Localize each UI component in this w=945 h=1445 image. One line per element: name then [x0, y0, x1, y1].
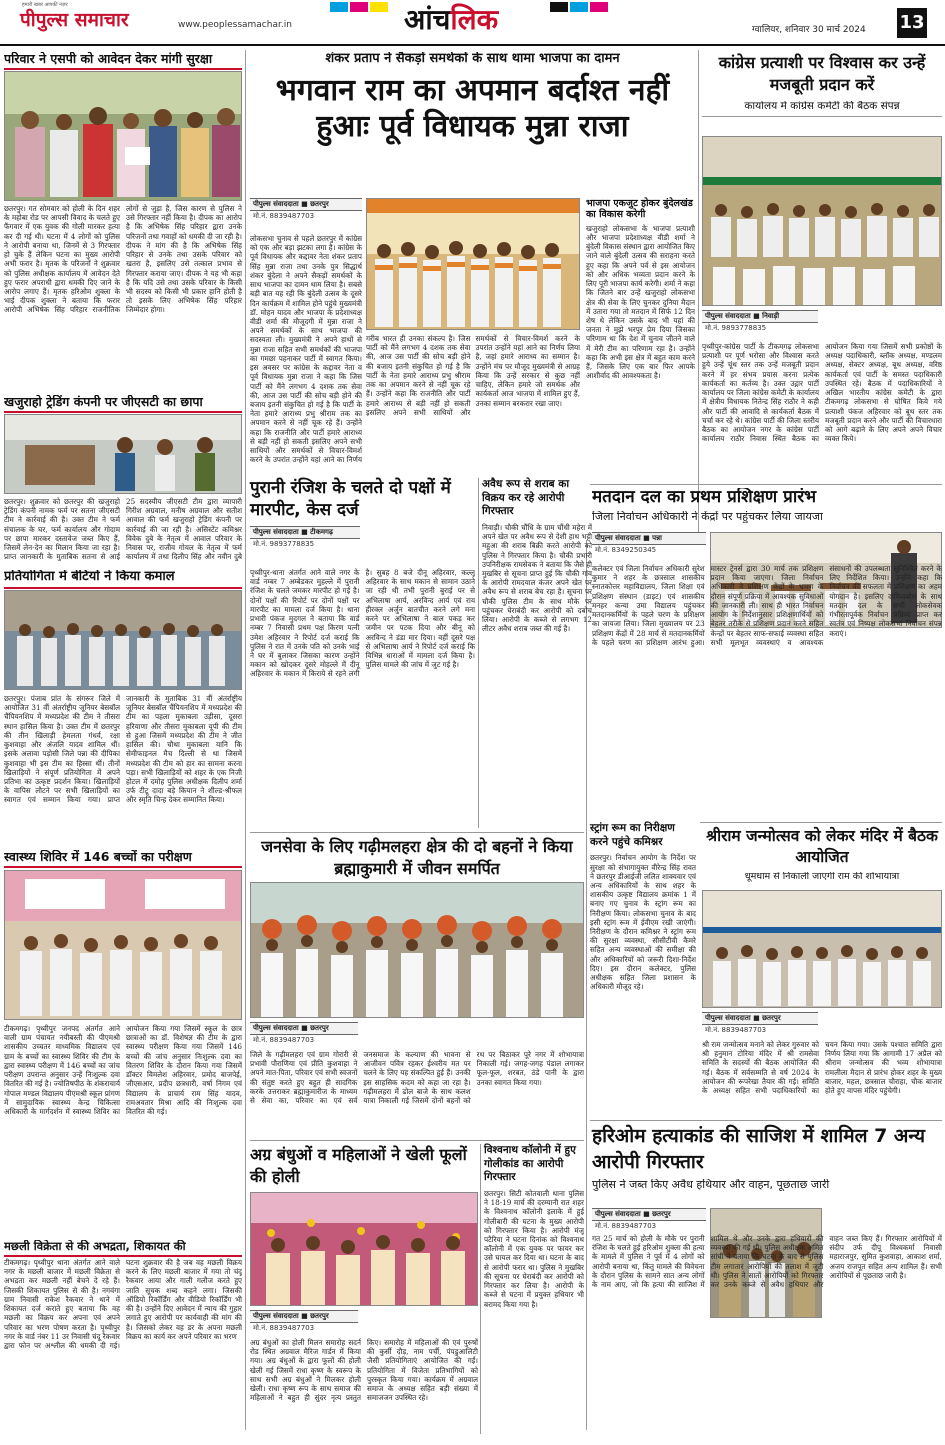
headline-hariom: हरिओम हत्याकांड की साजिश में शामिल 7 अन्य आरोपी गिरफ्तार: [592, 1125, 926, 1173]
headline-holi: अग्र बंधुओं व महिलाओं ने खेली फूलों की होली: [250, 1145, 467, 1186]
body-training: कलेक्टर एवं जिला निर्वाचन अधिकारी सुरेश कुमार ने शहर के छत्रसाल शासकीय स्नातकोत्तर महाविद्यालय, जिला शिक्षा एवं प्रशिक्षण संस्थान (डाइट) एवं शासकीय मनहर कन्या उमा विद्यालय पहुंचकर मतदानकर्मियों के पहले चरण के प्रशिक्षण का जायजा लिया। जिला मुख्यालय पर 23 प्रशिक्षण केंद्रों में 28 मार्च से मतदानकर्मियों के पहले चरण का प्रशिक्षण आरंभ हुआ। मास्टर ट्रेनर्स द्वारा 30 मार्च तक प्रशिक्षण प्रदान किया जाएगा। जिला निर्वाचन अधिकारी ने प्रशिक्षण केंद्रों के भ्रमण के दौरान संपूर्ण प्रक्रिया में आवश्यक सुविधाओं की जानकारी ली। साथ ही भारत निर्वाचन आयोग के निर्देशानुसार प्रशिक्षणार्थियों को बेहतर तरीके से प्रशिक्षण प्रदान करने सहित केन्द्रों पर बेहतर साफ-सफाई व्यवस्था सहित सभी मूलभूत व्यवस्थाएं व आवश्यक संसाधनों की उपलब्धता सुनिश्चित करने के लिए निर्देशित किया। उन्होंने कहा कि निर्वाचन की सफलता में प्रशिक्षण का अहम योगदान है। इसलिए दायित्वबोध के साथ मतदान दल के सभी लोकसेवक गंभीरतापूर्वक निर्वाचन प्रक्रिया प्राप्त कर स्वतंत्र एवं निष्पक्ष लोकसभा निर्वाचन संपन्न कराएं।: [592, 564, 942, 647]
column-rule: [480, 1144, 481, 1434]
headline-health: स्वास्थ्य शिविर में 146 बच्चों का परीक्षण: [4, 850, 242, 868]
byline-training: पीपुल्स संवाददाता ■ पन्ना: [592, 532, 706, 545]
photo-safety: [4, 71, 242, 201]
body-health: टीकमगढ़। पृथ्वीपुर जनपद अंतर्गत आने वाली ग्राम पंचायत नयीबस्ती की पीएमश्री शासकीय उच्चतर माध्यमिक विद्यालय एवं ग्राम के बच्चों का स्वास्थ्य शिविर की टीम के द्वारा स्वास्थ्य परीक्षण में 146 बच्चों का जांच परीक्षण उपरान्त अनुसार उन्हें निःशुल्क दवा वितरित की गई है। ज्योतिषपीठ के शंकराचार्य गोपाल मण्डल विद्यालय पीएमश्री स्कूल प्रांगण में सामुदायिक स्वास्थ्य केन्द्र चिकित्सा अधिकारी के मार्गदर्शन में स्वास्थ्य शिविर का आयोजन किया गया जिसमें स्कूल के छात्र छात्राओं का डॉ. विशेषज्ञ की टीम के द्वारा स्वास्थ्य परीक्षण किया गया जिसमें 146 बच्चों की जांच अनुसार निःशुल्क दवा का वितरण शिविर के दौरान किया गया जिसमें डॉक्टर विमलेश अहिरवार, प्रमोद बाजपेई, जीएसआर, प्रदीप छत्रधारी, वर्षा निगम एवं विद्यालय के प्राचार्य राम सिंह यादव, रामअवतार मिश्रा आदि की निःशुल्क दवा वितरित की गई।: [4, 1024, 242, 1116]
subhead-hariom: पुलिस ने जब्त किए अवैध हथियार और वाहन, पूछताछ जारी: [592, 1179, 830, 1192]
masthead: [0, 0, 945, 46]
headline-safety: परिवार ने एसपी को आवेदन देकर मांगी सुरक्षा: [4, 52, 242, 70]
body-congress: पृथ्वीपुर-कांग्रेस पार्टी के टीकमगढ़ लोकसभा प्रत्याशी पर पूर्ण भरोसा और विश्वास करते हुये उन्हें चूंथ स्तर तक उन्हें मजबूती प्रदान करने में हर संभव प्रयास करना प्रत्येक कार्यकर्ता का कर्तव्य है। उक्त उद्गार पार्टी कार्यालय पर जिला कांग्रेस कमेटी के कार्यालय में क्षेत्रीय विधायक नितेन्द्र सिंह राठौर ने कही और पार्टी की आवादि से कार्यकर्ता बैठक में चर्चा कर रहे थे। कांग्रेस पार्टी की जिला स्तरीय बैठक का आयोजन नगर के कांग्रेस पार्टी कार्यालय राठौर निवास स्थित बैठक का आयोजन किया गया जिसमें सभी प्रकोष्ठों के अध्यक्ष पदाधिकारी, ब्लॉक अध्यक्ष, मण्डलम अध्यक्ष, सेक्टर अध्यक्ष, बूथ अध्यक्ष, वरिष्ठ कार्यकर्ता एवं पार्टी के समस्त पदाधिकारी उपस्थित रहे। बैठक में पदाधिकारियों ने अखिल भारतीय कांग्रेस कमेटी के द्वारा टीकमगढ़ लोकसभा से घोषित किये गये प्रत्याशी पंकज अहिरवार को बूथ स्तर तक मजबूती प्रदान करने और पार्टी की विचारधारा को आगे बढ़ाने के लिए अपने अपने विचार व्यक्त किये।: [702, 342, 942, 444]
section-rule: [590, 484, 942, 485]
mobile-brahma: मो.नं. 8839487703: [253, 1036, 315, 1044]
photo-brahma: [250, 882, 584, 1018]
city-date: ग्वालियर, शनिवार 30 मार्च 2024: [752, 25, 866, 35]
headline-congress: कांग्रेस प्रत्याशी पर विश्वास कर उन्हें मजबूती प्रदान करें: [718, 53, 926, 94]
column-rule: [245, 50, 246, 1430]
mobile-shriram: मो.नं. 8839487703: [705, 1026, 767, 1034]
photo-health: [4, 870, 242, 1020]
body-safety: छतरपुर। गत सोमवार को होली के दिन शहर के महोबा रोड पर आपसी विवाद के चलते हुए फैंगवार में एक युवक की गोली मारकर हत्या कर दी गई थी। घटना में 4 लोगों को पुलिस ने आरोपी बनाया था, जिनमें से 3 गिरफ्तार हो चुके हैं लेकिन घटना का मुख्य आरोपी अभी फरार है। मृतक के परिजनों ने शुक्रवार को पुलिस अधीक्षक कार्यालय में आवेदन देते हुए फरार अपराधी द्वारा धमकी दिए जाने के आरोप लगाए हैं। मृतक हरिओम शुक्ला के भाई दीपक शुक्ला ने बताया कि फरार आरोपी अभिषेक सिंह परिहार राजनीतिक लोगों से जुड़ा है, जिस कारण से पुलिस ने उसे गिरफ्तार नहीं किया है। दीपक का आरोप है कि अभिषेक सिंह परिहार द्वारा उनके परिजनों तथा गवाहों को धमकी दी जा रही है। दीपक ने मांग की है कि अभिषेक सिंह परिहार से उनके तथा उसके परिवार को खतरा है, इसलिए उसे तत्काल प्रभाव से गिरफ्तार कराया जाए। दीपक ने यह भी कहा है कि यदि उसे तथा उसके परिवार के किसी भी सदस्य को किसी भी प्रकार हानि होती है तो इसके लिए अभिषेक सिंह परिहार जिम्मेदार होगा।: [4, 204, 242, 315]
column-rule: [478, 478, 479, 828]
headline-strongroom: स्ट्रांग रूम का निरीक्षण करने पहुंचे कमिश्नर: [590, 822, 675, 848]
body-vishwanath: छतरपुर। सिटी कोतवाली थाना पुलिस ने 18-19 मार्च की दरम्यानी रात शहर के विश्वनाथ कॉलोनी इलाके में हुई गोलीबारी की घटना के मुख्य आरोपी को गिरफ्तार किया है। आरोपी मंजू पटैरिया ने घटना दिनांक को विश्वनाथ कॉलोनी में एक युवक पर फायर कर उसे घायल कर दिया था। घटना के बाद से आरोपी फरार था। पुलिस ने मुखबिर की सूचना पर घेराबंदी कर आरोपी को गिरफ्तार कर लिया है। आरोपी के कब्जे से घटना में प्रयुक्त हथियार भी बरामद किया गया है।: [484, 1188, 584, 1309]
section-logo: [404, 4, 498, 35]
body-hariom: गत 25 मार्च को होली के मौके पर पुरानी रंजिश के चलते हुई हरिओम शुक्ला की हत्या के मामले में पुलिस ने पूर्व में 4 लोगों को आरोपी बनाया था, किंतु मामले की विवेचना के दौरान पुलिस के सामने सात अन्य लोगों के नाम आए, जो कि हत्या की साजिश में शामिल थे और उनके द्वारा हथियारों की व्यवस्था की गई थी। पुलिस अधीक्षक अमित सांघी ने बताया कि घटना के बाद से पुलिस टीम लगातार आरोपियों की तलाश में जुटी थी। पुलिस ने सातों आरोपियों को गिरफ्तार कर उनके कब्जे से अवैध हथियार और वाहन जब्त किए हैं। गिरफ्तार आरोपियों में संदीप उर्फ दीपू विश्वकर्मा निवासी महाराजपुर, सुमित कुशवाहा, आकाश शर्मा, अजय राजपूत सहित अन्य शामिल हैं। सभी आरोपियों से पूछताछ जारी है।: [592, 1234, 942, 1290]
story-hariom: [592, 1124, 942, 1436]
byline-ram: पीपुल्स संवाददाता ■ छतरपुर: [250, 198, 362, 211]
story-health: [4, 850, 242, 1235]
temple-meeting-image: [703, 891, 942, 1008]
story-holi: [250, 1144, 478, 1434]
brand-logo: पीपुल्स समाचार: [20, 9, 129, 31]
body-feud: पृथ्वीपुर-थाना अंतर्गत आने वाले नगर के वार्ड नम्बर 7 अम्बेडकर मुहल्ले में पुरानी रंजिश के चलते जमकर मारपीट हो गई है। दोनों पक्षों की रिपोर्ट पर दोनों पक्षों पर मारपीट का मामला दर्ज किया है। थाना प्रभारी पंकज मुदगल ने बताया कि वार्ड नम्बर 7 निवासी प्रथम पक्ष किरण पत्नी उमेश अहिरवार ने रिपोर्ट दर्ज कराई कि पुलिस ने रात में उनके पति को उनके भाई ने घर में बुलाकर जिसका कारण उन्होंने मकान को खोदकर दूसरे मोहल्ले में दीनू अहिरवार के मकान में किराये से रहने लगी है। सुबह 8 बजे दीनू अहिरवार, कल्लू अहिरवार के साथ मकान से सामान उठाने जा रही थी तभी पुरानी बुराई पर से अभिलाषा आर्य, अरविन्द आर्य एवं राय हीरक्ल अर्जुन बातचीत करने लगे मना करने पर अभिलाषा ने बाल पकड़ कर जमीन पर पटक दिया और बीनू को अरविन्द ने डंडा मार दिया। वहीं दूसरे पक्ष से अभिलाषा आर्य ने रिपोर्ट दर्ज कराई कि विभिन्न धाराओं में मामला दर्ज किया है। पुलिस मामले की जांच में जुट गई है।: [250, 568, 475, 679]
section-rule: [590, 1120, 942, 1121]
body-liquor: निवाड़ी। चौकी चौंधि के ग्राम चौंधी महेरा में अपने खेत पर अवैध रूप से देशी हाथ भट्टी महुआ की शराब बिक्री करते आरोपी को पुलिस ने गिरफ्तार किया है। चौकी प्रभारी उपनिरीक्षक रामसेवक ने बताया कि जैसे ही मुखबिर से सूचना प्राप्त हुई कि चौकी गांव के आरोपी रामदयाल कंजर अपने खेत पर अवैध रूप से शराब बेच रहा है। सूचना पर चौकी पुलिस टीम के साथ मौके पर पहुंचकर घेराबंदी कर आरोपी को दबोच लिया। आरोपी के कब्जे से लगभग 12 लीटर अवैध शराब जब्त की गई है।: [482, 522, 592, 634]
section-rule: [250, 832, 584, 833]
byline-shriram-wrap: [702, 1012, 818, 1036]
byline-holi-wrap: [250, 1310, 358, 1334]
color-swatch: [370, 2, 388, 12]
body-fish: टीकमगढ़। पृथ्वीपुर थाना अंतर्गत आने वाले नगर के मछली बाजार में मछली विक्रेता से अभद्रता कर मछली नहीं बेचने दे रहे हैं। जिसकी शिकायत पुलिस से की है। नगवंगा ग्राम निवासी राकेश रैकवार ने थाने में शिकायत दर्ज कराते हुए बताया कि वह मछली का विक्रय कर अपना एवं अपने परिवार का भरण पोषण करता है। पृथ्वीपुर नगर के वार्ड नंबर 11 उर निवासी चंदू रैकवार द्वारा फोन पर अश्लील की धमकी दी गई। घटना शुक्रवार की है जब वह मछली विक्रय करने के लिए मछली बाजार में गया तो चंदू रैकवार आया और गाली गलौज करते हुए जाति सूचक शब्द कहने लगा। जिसकी ऑडियो रिकॉर्डिंग और वीडियो रिकॉर्डिंग भी की है। उन्होंने दिए आवेदन में न्याय की गुहार लगाते हुए आरोपी पर कार्यवाही की मांग की है। जिसको लेकर वह डर के अपना मछली विक्रय का कार्य कर अपने परिवार का भरण: [4, 1258, 242, 1350]
body-daughters: छतरपुर। पंजाब प्रांत के संगरूर जिले में आयोजित 31 वीं अंतर्राष्ट्रीय जूनियर बेसबॉल चैंपियनशिप में मध्यप्रदेश की टीम ने तीसरा स्थान हासिल किया है। उक्त टीम में छतरपुर की तीन खिलाड़ी हेमलता गंधर्व, रक्षा कुशवाहा और अंजलि यादव शामिल थीं। इसके अलावा पड़ोसी जिले पन्ना की दीपिका कुशवाहा भी इस टीम का हिस्सा थीं। तीनों खिलाड़ियों ने संपूर्ण प्रतियोगिता में अपने प्रतिभा का उत्कृष्ट प्रदर्शन किया। खिलाड़ियों के वापिस लौटने पर सभी खिलाड़ियों का स्वागत एवं सम्मान किया गया। प्राप्त जानकारी के मुताबिक 31 वीं अंतर्राष्ट्रीय जूनियर बेसबॉल चैंपियनशिप में मध्यप्रदेश की टीम का पहला मुकाबला उड़ीसा, दूसरा हरियाणा और तीसरा मुकाबला यूपी की टीम से हुआ जिसमें मध्यप्रदेश की टीम ने जीत हासिल की। चौथा मुकाबला यानि कि सेमीफाइनल मैच दिल्ली से था जिसमें मध्यप्रदेश की टीम को हार का सामना करना पड़ा। सभी खिलाड़ियों को शहर के एक निजी होटल में दमोह पुलिस अधीक्षक दिलीप शर्मा उर्फ टीटू दादा बड़े कियान ने शील्ड-श्रीफल और स्मृति चिन्ह देकर सम्मानित किया।: [4, 694, 242, 805]
color-swatch: [590, 2, 608, 12]
website-link[interactable]: www.peoplessamachar.in: [178, 20, 292, 30]
story-daughters: [4, 570, 242, 845]
byline-ram-wrap: [250, 198, 362, 222]
mobile-training: मो.नं. 8349250345: [595, 546, 657, 554]
byline-brahma-wrap: [250, 1022, 358, 1046]
story-brahma: [250, 836, 584, 1136]
headline-bundelkhand: भाजपा एकजुट होकर बुंदेलखंड का विकास करेगी: [586, 198, 693, 221]
body-gst: छतरपुर। शुक्रवार को छतरपुर की खजुराहो ट्रेडिंग कंपनी नामक फर्म पर सतना जीएसटी टीम ने कार्रवाई की है। उक्त टीम ने फर्म संचालक के घर, फर्म कार्यालय और गोदाम पर छापा मारकर दस्तावेज जब्त किए हैं, जिसमें लेन-देन का मिलान किया जा रहा है। प्राप्त जानकारी के मुताबिक सतना से आई 25 सदस्यीय जीएसटी टीम द्वारा व्यापारी गिरीश अग्रवाल, मनीष अग्रवाल और सतीश आवाल की फर्म खजुराहो ट्रेडिंग कंपनी पर कार्रवाई की जा रही है। असिस्टेंट कमिश्नर विवेक दुबे के नेतृत्व में आवाल परिवार के निवास पर, राजीव गोयल के नेतृत्व में फर्म कार्यालय में तथा दिलीप सिंह और नवीन दुबे: [4, 497, 242, 562]
story-liquor: [482, 478, 592, 828]
page-number: [897, 8, 927, 38]
body-bundelkhand: खजुराहो लोकसभा के भाजपा प्रत्याशी और भाजपा प्रदेशाध्यक्ष वीडी शर्मा ने बुंदेली विकास संस्थान द्वारा आयोजित किए जाने वाले बुंदेली उत्सव की सराहना करते हुए कहा कि अपने पर्व से इस आयोजन को और अधिक भव्यता प्रदान करने के लिए पूरी भाजपा कार्य करेगी। शर्मा ने कहा कि जितने बार उन्हें खजुराहो लोकसभा क्षेत्र की सेवा के लिए चुनकर दुनिया मैदान में उतारा गया तो मतदान में सिर्फ 12 दिन शेष थे लेकिन उसके बाद भी यहां की जनता ने मुझे भरपूर प्रेम दिया जिसका परिणाम था कि देश में चुनाव जीतने वाले में मेरी टीम का परिणाम रहा है। उन्होंने कहा कि अभी इस क्षेत्र में बहुत काम करने हैं, जिसके लिए एक बार फिर आपके आशीर्वाद की आवश्यकता है।: [586, 223, 695, 381]
story-safety: [4, 52, 242, 392]
subhead-training: जिला निर्वाचन अधिकारी ने केंद्रों पर पहुंचकर लिया जायजा: [592, 511, 823, 524]
body-strongroom: छतरपुर। निर्वाचन आयोग के निर्देश पर सुरक्षा को संभागायुक्त वीरेन्द्र सिंह रावत ने छतरपुर डीआईजी ललित शाक्यवार एवं अन्य अधिकारियों के साथ शहर के शासकीय उत्कृष्ट विद्यालय क्रमांक 1 में बनाए गए चुनाव के स्ट्रांग रूम का निरीक्षण किया। लोकसभा चुनाव के बाद इसी स्ट्रांग रूम में ईवीएम रखी जाएंगी। निरीक्षण के दौरान कमिश्नर ने स्ट्रांग रूम की सुरक्षा व्यवस्था, सीसीटीवी कैमरे सहित अन्य व्यवस्थाओं की समीक्षा की और अधिकारियों को जरूरी दिशा-निर्देश दिए। इस दौरान कलेक्टर, पुलिस अधीक्षक सहित जिला प्रशासन के अधिकारी मौजूद रहे।: [590, 853, 696, 992]
story-bundelkhand: [586, 198, 695, 468]
section-rule: [250, 1140, 584, 1141]
story-congress: [702, 52, 942, 482]
photo-shriram: [702, 890, 942, 1008]
body-shriram: श्री राम जन्मोत्सव मनाने को लेकर गुरुवार को श्री हनुमान टोरिया मंदिर में श्री रामसेवा समिति के सदस्यों की बैठक आयोजित की गई। बैठक में सर्वसम्मति से वर्ष 2024 के आयोजन की रूपरेखा तैयार की गई। समिति के अध्यक्ष सहित सभी पदाधिकारियों का चयन किया गया। उसके पश्चात समिति द्वारा निर्णय लिया गया कि आगामी 17 अप्रैल को श्रीराम जन्मोत्सव की भव्य शोभायात्रा रामलीला मैदान से प्रारंभ होकर शहर के मुख्य बाजार, महल, छत्रसाल चौराहा, चौक बाजार होते हुए वापस मंदिर पहुंचेगी।: [702, 1040, 942, 1096]
congress-meeting-image: [703, 137, 942, 306]
mobile-feud: मो.नं. 9893778835: [253, 539, 315, 548]
mobile-hariom: मो.नं. 8839487703: [595, 1222, 657, 1230]
section-logo-left: आंच: [404, 3, 451, 36]
story-ram: [250, 52, 695, 472]
story-shriram: [702, 826, 942, 1116]
photo-daughters: [4, 590, 242, 690]
photo-congress: [702, 136, 942, 306]
byline-hariom: पीपुल्स संवाददाता ■ छतरपुर: [592, 1208, 706, 1221]
headline-gst: खजुराहो ट्रेडिंग कंपनी पर जीएसटी का छापा: [4, 395, 242, 413]
color-swatch: [330, 2, 348, 12]
subhead-congress: कार्यालय में कांग्रेस कमेटी की बैठक संपन्न: [702, 101, 942, 117]
headline-feud: पुरानी रंजिश के चलते दो पक्षों में मारपीट, केस दर्ज: [250, 478, 451, 520]
story-gst: [4, 395, 242, 565]
section-rule: [700, 822, 942, 823]
headline-vishwanath: विश्वनाथ कॉलोनी में हुए गोलीकांड का आरोपी गिरफ्तार: [484, 1144, 576, 1184]
column-rule: [698, 50, 699, 540]
mobile-congress: मो.नं. 9893778835: [705, 324, 767, 332]
byline-congress: पीपुल्स संवाददाता ■ निवाड़ी: [702, 310, 818, 323]
headline-liquor: अवैध रूप से शराब का विक्रय कर रहे आरोपी गिरफ्तार: [482, 478, 570, 518]
subhead-shriram: धूमधाम से निकाली जाएगी राम की शोभायात्रा: [744, 871, 900, 882]
headline-brahma: जनसेवा के लिए गढ़ीमलहरा क्षेत्र की दो बहनों ने किया ब्रह्माकुमारी में जीवन समर्पित: [261, 837, 573, 879]
headline-training: मतदान दल का प्रथम प्रशिक्षण प्रारंभ: [592, 488, 817, 507]
story-training: [592, 488, 942, 818]
color-swatch: [570, 2, 588, 12]
story-strongroom: [590, 822, 696, 1122]
body-ram-1: लोकसभा चुनाव से पहले छतरपुर में कांग्रेस को एक और बड़ा झटका लगा है। कांग्रेस के पूर्व विधायक और कद्दावर नेता शंकर प्रताप सिंह मुन्ना राजा तथा उनके पुत्र सिद्धार्थ शंकर बुंदेला ने अपने सैकड़ों समर्थकों के साथ भाजपा का दामन थाम लिया है। सबसे बड़ी बात यह रही कि बुंदेली उत्सव के दूसरे दिन कार्यक्रम में शामिल होने पहुंचे मुख्यमंत्री डॉ. मोहन यादव और भाजपा के प्रदेशाध्यक्ष वीडी शर्मा की मौजूदगी में मुन्ना राजा ने अपने समर्थकों के साथ भाजपा की सदस्यता ली। मुख्यमंत्री ने अपने हाथों से मुन्ना राजा सहित सभी समर्थकों की भाजपा का गमछा पहनाकर पार्टी में स्वागत किया। इस अवसर पर कांग्रेस के कद्दावर नेता व पूर्व विधायक मुन्ना राजा ने कहा कि जिस पार्टी को मैंने लगभग 4 दशक तक सेवा की, आज उस पार्टी की सोच बड़ी होने की बजाय इतनी संकुचित हो गई है कि पार्टी के नेता हमारे आराध्य प्रभु श्रीराम तक का अपमान करने से नहीं चूक रहे हैं। उन्होंने कहा कि राजनीति और पार्टी हमारे आराध्य से बड़ी नहीं हो सकती इसलिए अपने सभी साथियों और समर्थकों से विचार-विमर्श करने के उपरांत उन्होंने यहां आने का निर्णय: [250, 234, 362, 464]
color-swatch: [350, 2, 368, 12]
kalash-yatra-image: [251, 883, 584, 1018]
photo-ram: [366, 198, 580, 330]
body-ram-2: गरीब भारत ही उनका संकल्प है। जिस पार्टी को मैंने लगभग 4 दशक तक सेवा की, आज उस पार्टी की सोच बड़ी होने की बजाय इतनी संकुचित हो गई है कि पार्टी के नेता हमारे आराध्य प्रभु श्रीराम तक का अपमान करने से नहीं चूक रहे हैं। उन्होंने कहा कि राजनीति और पार्टी हमारे आराध्य से बड़ी नहीं हो सकती इसलिए अपने सभी साथियों और समर्थकों से विचार-विमर्श करने के उपरांत उन्होंने यहां आने का निर्णय लिया है, जहां हमारे आराध्य का सम्मान है। उन्होंने मंच पर मौजूद मुख्यमंत्री से आग्रह किया कि उन्हें सरकार से कुछ नहीं चाहिए, लेकिन हमारे जो समर्थक और कार्यकर्ता आज भाजपा में शामिल हुए हैं, उनका सम्मान बरकरार रखा जाए।: [366, 334, 580, 417]
body-holi: अग्र बंधुओं का होली मिलन समारोह सदर्न रोड स्थित अग्रवाल मैरिज गार्डन में किया गया। अग्र बंधुओं के द्वारा फूलों की होली खेली गई जिसमें राधा कृष्ण के स्वरूप के साथ सभी अग्र बंधुओं ने मिलकर होली खेली। राधा कृष्ण रूप के साथ समाज की महिलाओं ने बहुत ही सुंदर नृत्य प्रस्तुत किए। समारोह में महिलाओं की एवं पुरुषों की कुर्सी दौड़, नाम पर्ची, पंपडुआलिटी जैसी प्रतियोगिताएं आयोजित की गईं। प्रतियोगिता में विजेता प्रतिभागियों को पुरस्कृत किया गया। कार्यक्रम में अग्रवाल समाज के अध्यक्ष सहित बड़ी संख्या में समाजजन उपस्थित रहे।: [250, 1338, 478, 1403]
byline-feud: पीपुल्स संवाददाता ■ टीकमगढ़: [250, 526, 360, 539]
headline-ram: भगवान राम का अपमान बर्दाश्त नहीं हुआः पूर्व विधायक मुन्ना राजा: [275, 72, 670, 145]
byline-training-wrap: [592, 532, 706, 556]
photo-gst: [4, 414, 242, 494]
byline-holi: पीपुल्स संवाददाता ■ छतरपुर: [250, 1310, 358, 1323]
family-protest-image: [5, 72, 242, 201]
headline-fish: मछली विक्रेता से की अभद्रता, शिकायत की: [4, 1240, 242, 1257]
baseball-team-image: [5, 591, 242, 690]
mobile-ram: मो.नं. 8839487703: [253, 212, 315, 220]
body-brahma: जिले के गढ़ीमलहरा एवं ग्राम गोरारी से प्रभावी पौराणिया एवं प्रीति कुशवाहा ने अपने मात-पिता, परिवार एवं सभी स्वजनों की संतुष्ट करते हुए बहुत ही सादगिक करके उत्तराकर ब्रह्माकुमारीज के माध्यम से सेवा का, परिवार का एवं सर्व जनसमाज के कल्याण की भावना से आजीवन पवित्र रहकर ईश्वरीय मत पर चलने के लिए यह संकल्पित हुई हैं। उनकी इस साहसिक कदम को कहा जा रहा है। गढ़ीमलहरा में ढोल बाजे के साथ कलश यात्रा निकाली गई जिसमें दोनों बहनों को रथ पर बिठाकर पूरे नगर में शोभायात्रा निकाली गई। जगह-जगह पंडाल लगाकर फूल-फूल, शरबत, ठंडे पानी के द्वारा उनका स्वागत किया गया।: [250, 1050, 584, 1106]
byline-congress-wrap: [702, 310, 818, 334]
headline-shriram: श्रीराम जन्मोत्सव को लेकर मंदिर में बैठक आयोजित: [706, 827, 938, 866]
story-fish: [4, 1240, 242, 1430]
gst-raid-office-image: [5, 415, 242, 494]
bjp-stage-event-image: [367, 199, 580, 330]
section-logo-right: लिक: [450, 3, 499, 36]
byline-shriram: पीपुल्स संवाददाता ■ छतरपुर: [702, 1012, 818, 1025]
color-swatch: [550, 2, 568, 12]
health-camp-image: [5, 871, 242, 1020]
mobile-holi: मो.नं. 8839487703: [253, 1324, 315, 1332]
story-feud: [250, 478, 475, 828]
byline-brahma: पीपुल्स संवाददाता ■ छतरपुर: [250, 1022, 358, 1035]
page-number-text: 13: [899, 12, 925, 33]
byline-hariom-wrap: [592, 1208, 706, 1232]
headline-daughters: प्रतियोगिता में बेटियों ने किया कमाल: [4, 570, 242, 589]
flower-holi-image: [251, 1193, 478, 1306]
masthead-small-tag: हमारी खबर आपकी नज़र: [22, 2, 68, 8]
kicker-ram: शंकर प्रताप ने सैकड़ों समर्थकों के साथ थामा भाजपा का दामन: [325, 52, 620, 66]
photo-holi: [250, 1192, 478, 1306]
story-vishwanath: [484, 1144, 584, 1434]
